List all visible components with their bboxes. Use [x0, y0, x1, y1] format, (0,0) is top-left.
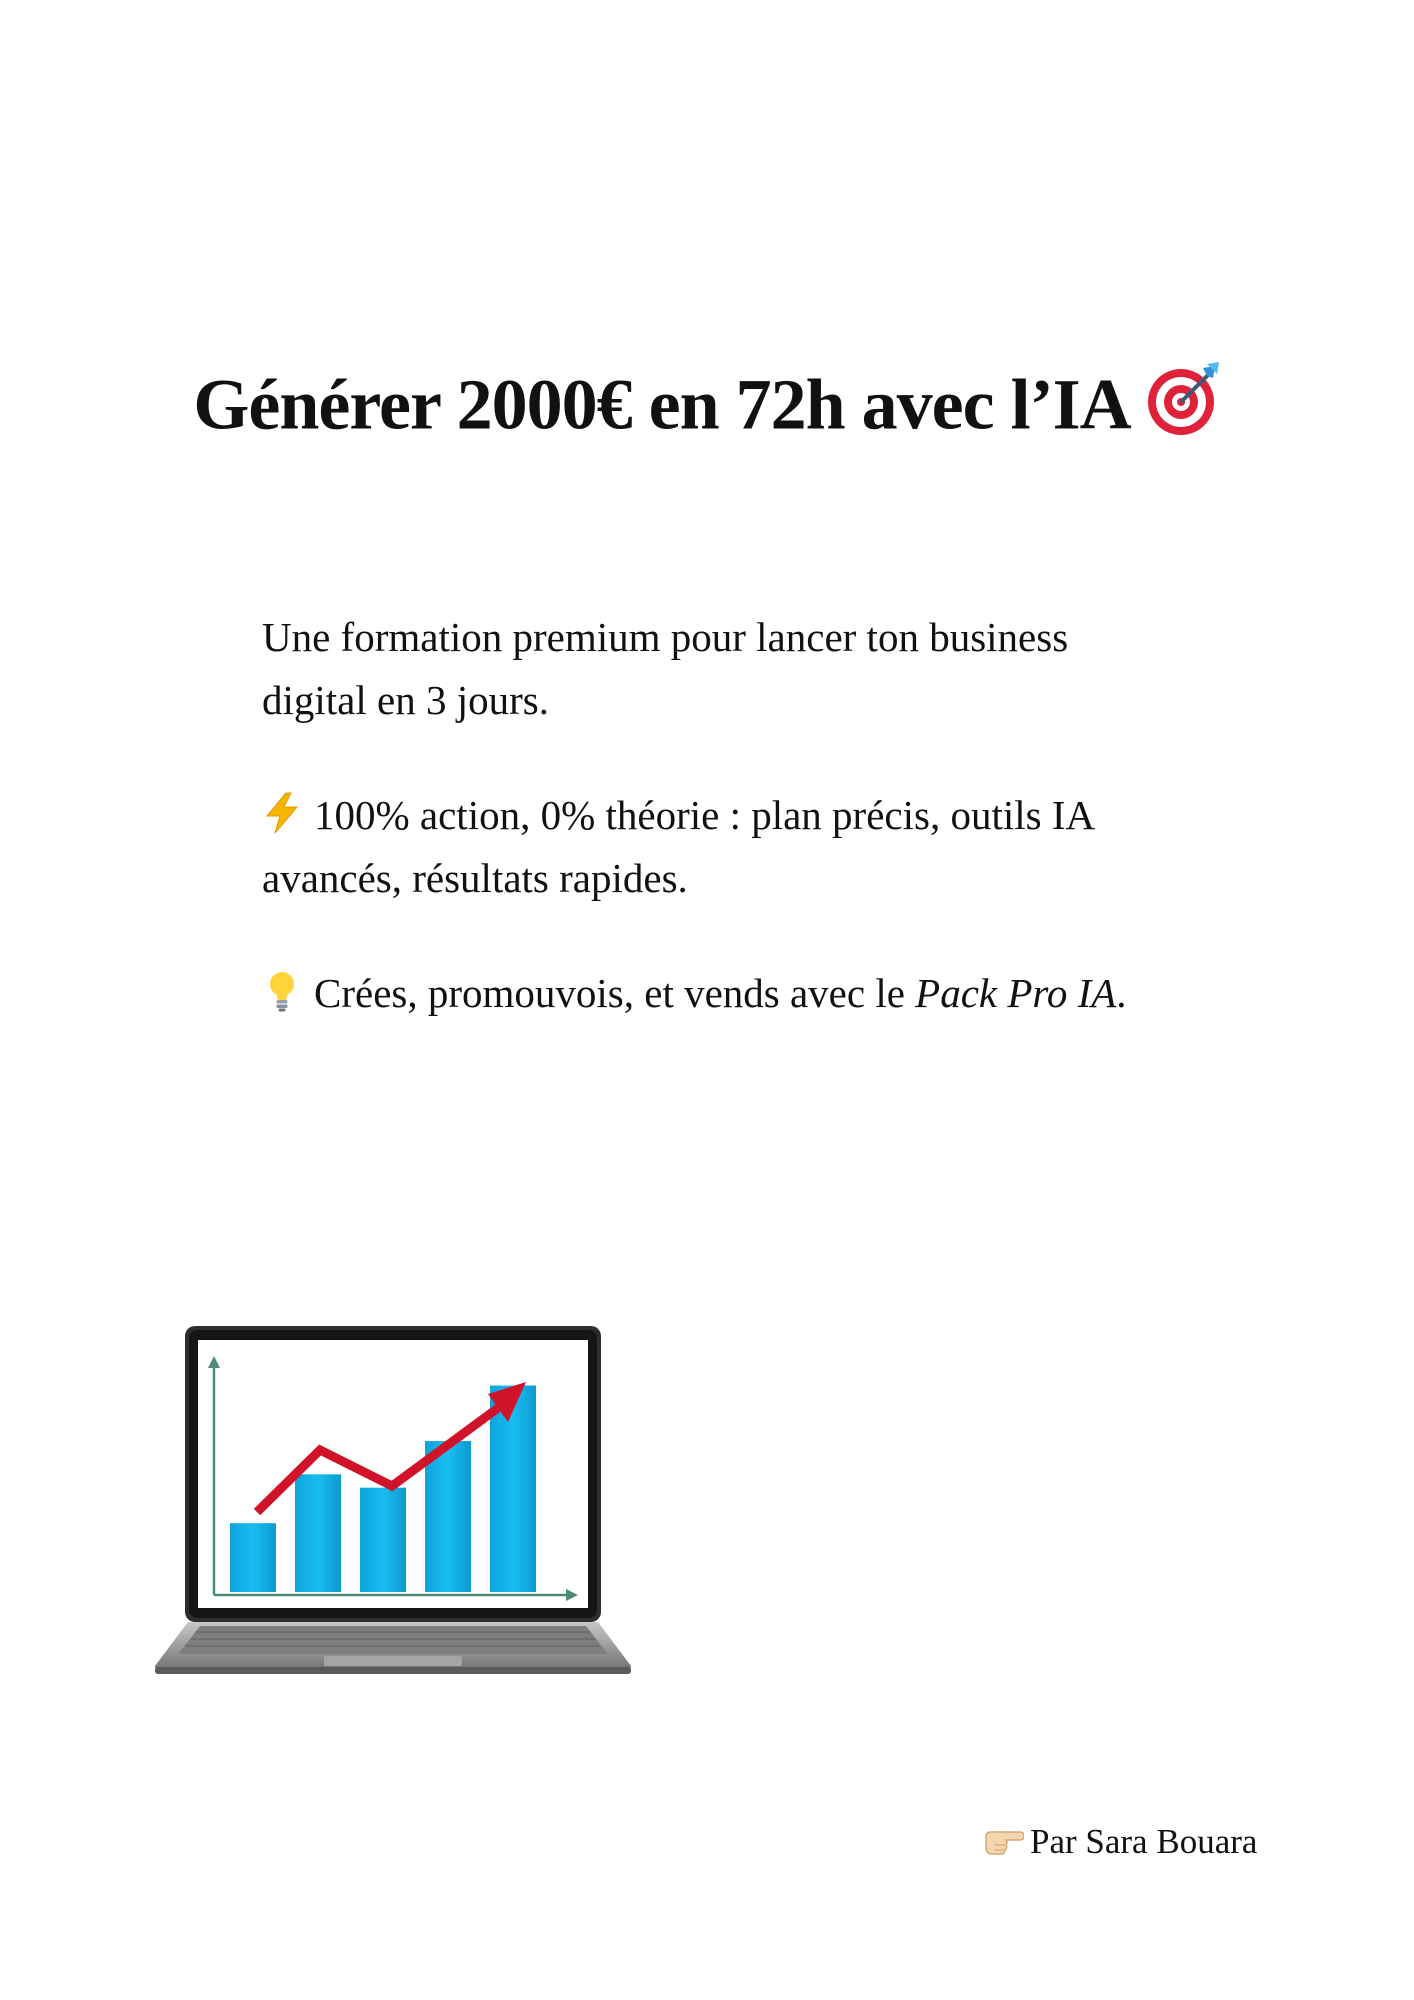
illustration-bar	[490, 1386, 536, 1592]
bullet-pack-text: Crées, promouvois, et vends avec le	[314, 970, 916, 1016]
author-name: Par Sara Bouara	[1030, 1822, 1258, 1861]
direct-hit-icon	[1145, 362, 1221, 438]
bullet-pack	[262, 962, 1162, 1025]
lightbulb-icon	[262, 967, 302, 1009]
illustration-bar	[425, 1441, 471, 1592]
title-text: Générer 2000€ en 72h avec l’IA	[193, 364, 1131, 445]
bullet-action	[262, 784, 1162, 910]
bullet-pack-period: .	[1116, 970, 1127, 1016]
pack-pro-ia-name: Pack Pro IA	[915, 970, 1117, 1016]
intro-paragraph: Une formation premium pour lancer ton business digital en 3 jours.	[262, 614, 1069, 723]
author-byline	[982, 1820, 1257, 1864]
illustration-bar	[230, 1523, 276, 1592]
lightning-icon	[262, 789, 302, 831]
page-title	[0, 352, 1414, 449]
laptop-growth-chart-illustration	[152, 1326, 634, 1678]
pointing-hand-icon	[982, 1823, 1024, 1853]
bullet-action-text: 100% action, 0% théorie : plan précis, outils IA avancés, résultats rapides.	[262, 792, 1093, 901]
illustration-bar	[295, 1474, 341, 1592]
illustration-bar	[360, 1488, 406, 1592]
